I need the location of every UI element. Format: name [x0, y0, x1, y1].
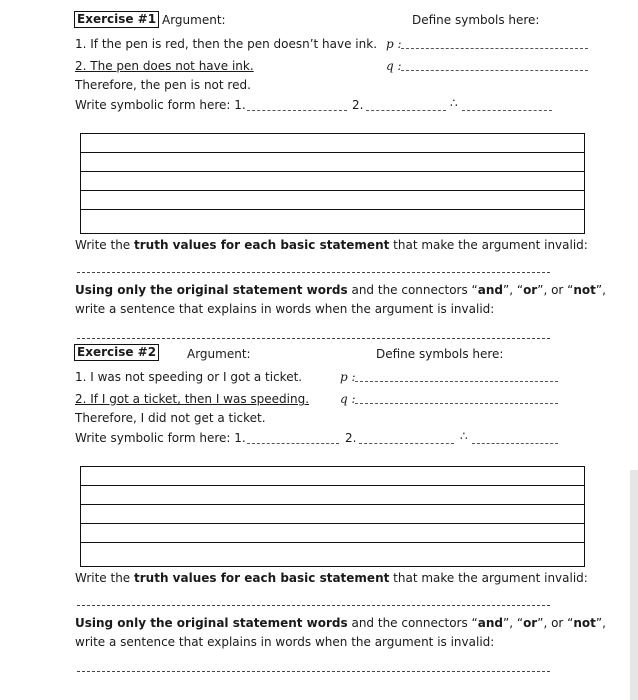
- ex1-q-label: q :: [386, 59, 402, 73]
- table-row[interactable]: [81, 524, 584, 543]
- table-row[interactable]: [81, 486, 584, 505]
- exercise-1-title: Exercise #1: [74, 11, 159, 28]
- ex1-truth-table[interactable]: [80, 133, 585, 234]
- ex2-symbolic-label: Write symbolic form here: 1.: [75, 431, 246, 445]
- ex1-symbolic-conclusion-blank[interactable]: [462, 101, 552, 111]
- table-row[interactable]: [81, 134, 584, 153]
- ex1-conclusion: Therefore, the pen is not red.: [75, 78, 251, 92]
- ex2-define-symbols-label: Define symbols here:: [376, 347, 504, 361]
- ex1-q-definition-blank[interactable]: [401, 61, 588, 71]
- ex2-truth-values-answer-line[interactable]: [77, 605, 550, 606]
- table-row[interactable]: [81, 153, 584, 172]
- table-row[interactable]: [81, 210, 584, 229]
- ex2-p-label: p :: [340, 370, 356, 384]
- ex2-sentence-prompt-line1: Using only the original statement words and the connectors “and”, “or”, or “not”,: [75, 616, 606, 630]
- ex1-premise-1: 1. If the pen is red, then the pen doesn’t have ink.: [75, 37, 378, 51]
- table-row[interactable]: [81, 543, 584, 562]
- ex2-sentence-answer-line[interactable]: [77, 671, 550, 672]
- ex1-sentence-prompt-line1: Using only the original statement words and the connectors “and”, “or”, or “not”,: [75, 283, 606, 297]
- ex2-p-definition-blank[interactable]: [355, 372, 558, 382]
- ex1-sentence-prompt-line2: write a sentence that explains in words when the argument is invalid:: [75, 302, 495, 316]
- ex2-conclusion: Therefore, I did not get a ticket.: [75, 411, 266, 425]
- ex2-truth-table[interactable]: [80, 466, 585, 567]
- ex2-symbolic-2-label: 2.: [345, 431, 357, 445]
- vertical-scrollbar[interactable]: [630, 470, 638, 700]
- ex1-symbolic-1-blank[interactable]: [247, 101, 347, 111]
- ex2-symbolic-2-blank[interactable]: [359, 434, 454, 444]
- ex2-symbolic-conclusion-blank[interactable]: [472, 434, 558, 444]
- exercise-2-title: Exercise #2: [74, 344, 159, 361]
- ex2-premise-1: 1. I was not speeding or I got a ticket.: [75, 370, 303, 384]
- ex1-symbolic-2-blank[interactable]: [366, 101, 446, 111]
- ex1-p-label: p :: [386, 37, 402, 51]
- ex2-argument-label: Argument:: [187, 347, 251, 361]
- ex2-therefore-symbol: ∴: [460, 429, 468, 443]
- ex1-define-symbols-label: Define symbols here:: [412, 13, 540, 27]
- ex1-p-definition-blank[interactable]: [401, 39, 588, 49]
- table-row[interactable]: [81, 467, 584, 486]
- table-row[interactable]: [81, 505, 584, 524]
- ex2-premise-2: 2. If I got a ticket, then I was speeding.: [75, 392, 310, 406]
- ex1-truth-values-answer-line[interactable]: [77, 272, 550, 273]
- ex1-premise-2: 2. The pen does not have ink.: [75, 59, 254, 73]
- ex1-argument-label: Argument:: [162, 13, 226, 27]
- ex2-sentence-prompt-line2: write a sentence that explains in words when the argument is invalid:: [75, 635, 495, 649]
- table-row[interactable]: [81, 172, 584, 191]
- ex2-truth-values-prompt: Write the truth values for each basic statement that make the argument invalid:: [75, 571, 588, 585]
- ex1-truth-values-prompt: Write the truth values for each basic statement that make the argument invalid:: [75, 238, 588, 252]
- ex2-symbolic-1-blank[interactable]: [247, 434, 339, 444]
- ex2-q-label: q :: [340, 392, 356, 406]
- table-row[interactable]: [81, 191, 584, 210]
- ex1-therefore-symbol: ∴: [450, 96, 458, 110]
- ex1-sentence-answer-line[interactable]: [77, 338, 550, 339]
- ex1-symbolic-label: Write symbolic form here: 1.: [75, 98, 246, 112]
- ex2-q-definition-blank[interactable]: [355, 394, 558, 404]
- ex1-symbolic-2-label: 2.: [352, 98, 364, 112]
